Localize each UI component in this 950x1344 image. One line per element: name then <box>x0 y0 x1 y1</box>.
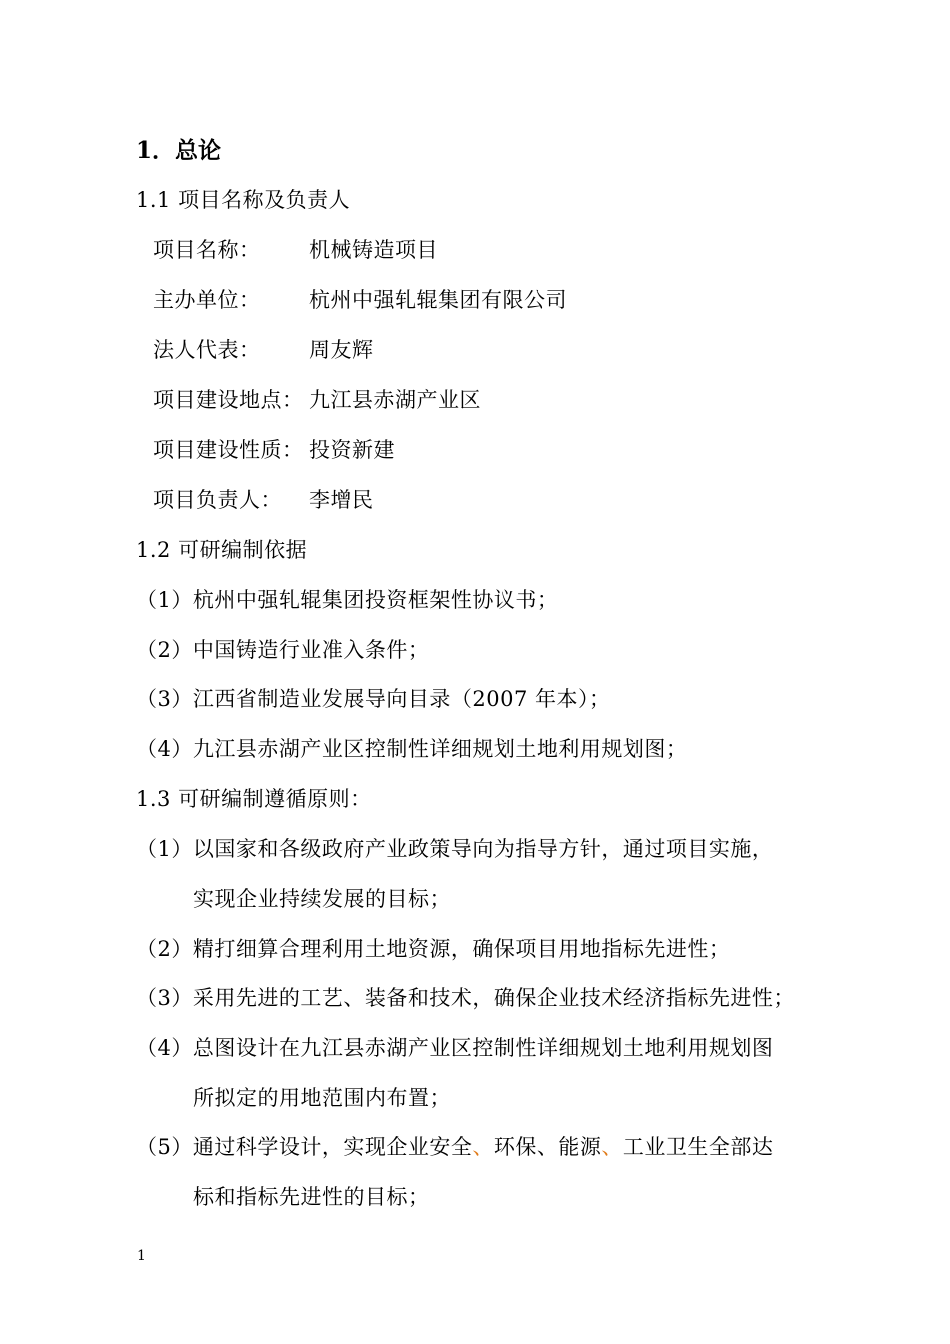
subsection-title-1-2: 1.2 可研编制依据 <box>136 538 308 562</box>
text-run: （5）通过科学设计，实现企业安全 <box>136 1135 473 1159</box>
subsection-title-1-1: 1.1 项目名称及负责人 <box>136 188 351 212</box>
highlight-separator: 、 <box>472 1135 494 1159</box>
info-value: 投资新建 <box>309 438 395 462</box>
basis-item: （1）杭州中强轧辊集团投资框架性协议书； <box>136 588 559 612</box>
text-run: 工业卫生全部达 <box>622 1135 774 1159</box>
text-run: 环保、能源 <box>493 1135 602 1159</box>
principle-item-1-line1: （1）以国家和各级政府产业政策导向为指导方针，通过项目实施， <box>136 837 774 861</box>
principle-item-4-line2: 所拟定的用地范围内布置； <box>193 1086 451 1110</box>
info-row-manager <box>153 486 374 514</box>
info-label: 项目名称： <box>153 238 261 262</box>
info-row-legal-rep <box>153 336 374 364</box>
principle-item-5-line1 <box>136 1133 773 1161</box>
principle-item-4-line1: （4）总图设计在九江县赤湖产业区控制性详细规划土地利用规划图 <box>136 1036 774 1060</box>
info-label: 主办单位： <box>153 288 261 312</box>
page-number: 1 <box>137 1248 146 1264</box>
basis-item: （2）中国铸造行业准入条件； <box>136 638 430 662</box>
info-row-nature <box>153 436 395 464</box>
info-value: 周友辉 <box>309 338 374 362</box>
subsection-title-1-3: 1.3 可研编制遵循原则： <box>136 787 372 811</box>
info-label: 项目建设性质： <box>153 438 304 462</box>
info-row-sponsor <box>153 286 567 314</box>
info-value: 杭州中强轧辊集团有限公司 <box>309 288 567 312</box>
info-label: 项目负责人： <box>153 488 282 512</box>
highlight-separator: 、 <box>601 1135 623 1159</box>
principle-item-1-line2: 实现企业持续发展的目标； <box>193 887 451 911</box>
basis-item: （4）九江县赤湖产业区控制性详细规划土地利用规划图； <box>136 737 688 761</box>
info-row-project-name <box>153 236 438 264</box>
info-value: 九江县赤湖产业区 <box>309 388 481 412</box>
principle-item-5-line2: 标和指标先进性的目标； <box>193 1185 430 1209</box>
principle-item-3: （3）采用先进的工艺、装备和技术，确保企业技术经济指标先进性； <box>136 986 795 1010</box>
info-label: 项目建设地点： <box>153 388 304 412</box>
info-value: 李增民 <box>309 488 374 512</box>
info-label: 法人代表： <box>153 338 261 362</box>
info-value: 机械铸造项目 <box>309 238 438 262</box>
basis-item: （3）江西省制造业发展导向目录（2007 年本）； <box>136 687 611 711</box>
section-heading: 1．总论 <box>136 137 222 164</box>
principle-item-2: （2）精打细算合理利用土地资源，确保项目用地指标先进性； <box>136 937 731 961</box>
info-row-location <box>153 386 481 414</box>
